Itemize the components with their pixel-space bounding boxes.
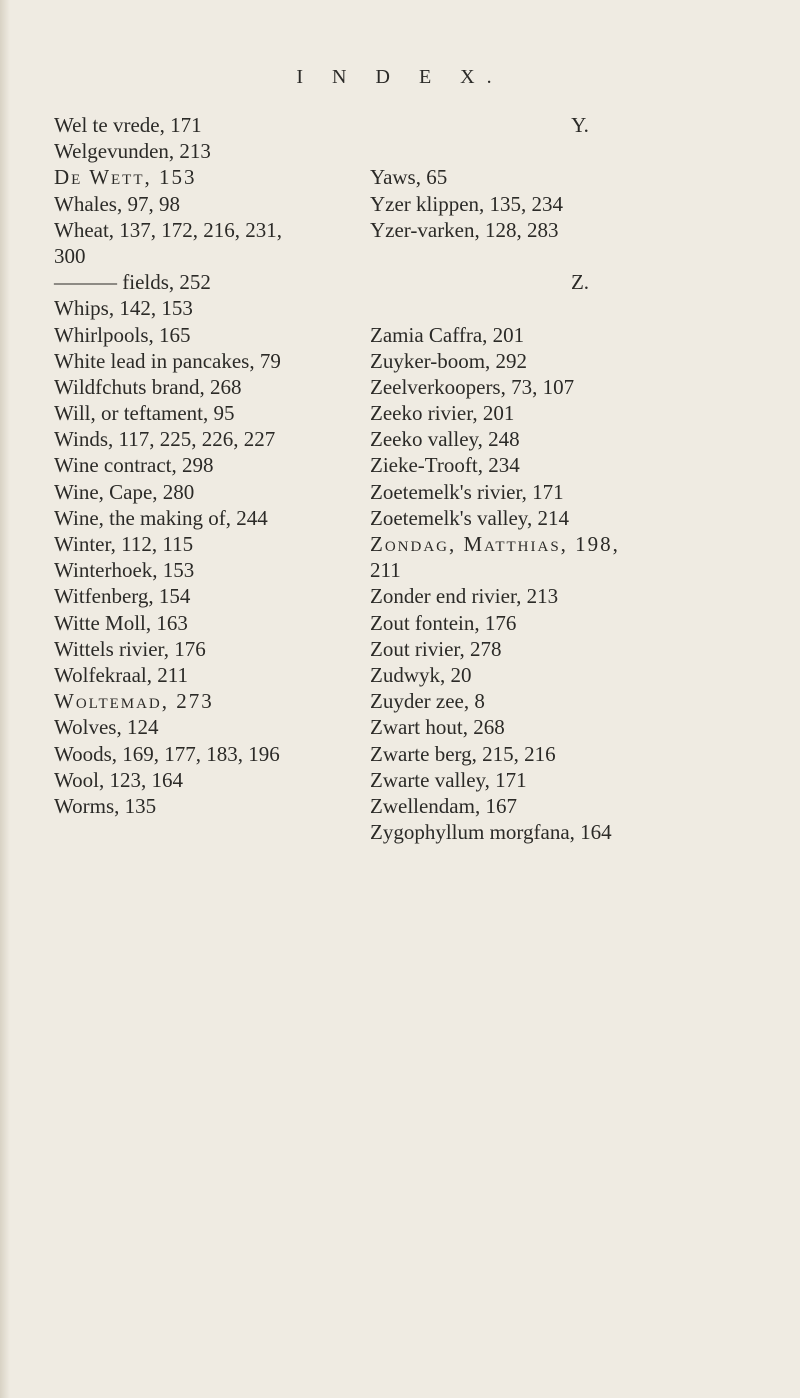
index-entry: Zwellendam, 167 [370, 793, 517, 818]
index-entry: Yzer-varken, 128, 283 [370, 217, 559, 242]
index-entry: Zygophyllum morgfana, 164 [370, 820, 612, 845]
index-entry: Witte Moll, 163 [54, 610, 188, 635]
page-edge [0, 0, 10, 1398]
index-entry: Winds, 117, 225, 226, 227 [54, 427, 276, 452]
index-entry: Wool, 123, 164 [54, 767, 183, 792]
index-entry: Zieke-Trooft, 234 [370, 453, 520, 478]
index-entry: White lead in pancakes, 79 [54, 348, 281, 373]
index-entry: Wine contract, 298 [54, 453, 214, 478]
index-entry: Zeeko valley, 248 [370, 427, 520, 452]
index-entry: ——— fields, 252 [54, 270, 211, 295]
index-entry: Yzer klippen, 135, 234 [370, 191, 564, 216]
index-entry: Wine, the making of, 244 [54, 505, 268, 530]
index-entry: Wittels rivier, 176 [54, 636, 206, 661]
index-entry: Wel te vrede, 171 [54, 113, 202, 137]
page-title: I N D E X. [296, 66, 504, 88]
spacer [370, 295, 790, 321]
index-entry: Winter, 112, 115 [54, 532, 194, 556]
index-entry: Wolfekraal, 211 [54, 662, 188, 687]
index-entry: Will, or teftament, 95 [54, 401, 235, 426]
index-entry-name: Woltemad, 273 [54, 689, 214, 714]
section-heading-y: Y. [571, 113, 589, 137]
index-entry: Zoetemelk's rivier, 171 [370, 479, 564, 504]
index-entry: Zwarte valley, 171 [370, 767, 527, 792]
index-entry: Zamia Caffra, 201 [370, 322, 525, 347]
index-entry: Zwarte berg, 215, 216 [370, 741, 556, 766]
right-index-column [370, 112, 790, 845]
index-entry: Witfenberg, 154 [54, 584, 191, 609]
index-entry: Zout rivier, 278 [370, 636, 502, 661]
index-entry: Zout fontein, 176 [370, 610, 517, 635]
index-entry: Yaws, 65 [370, 165, 448, 190]
index-entry-name: De Wett, 153 [54, 165, 197, 190]
index-entry: Wildfchuts brand, 268 [54, 374, 242, 399]
index-entry: Whales, 97, 98 [54, 191, 180, 216]
spacer [370, 243, 790, 269]
index-entry: Zoetemelk's valley, 214 [370, 505, 569, 530]
left-index-column [54, 112, 384, 819]
index-entry: Whirlpools, 165 [54, 322, 191, 347]
index-entry-name: Zondag, Matthias, 198, [370, 532, 620, 556]
index-entry: Zuyker-boom, 292 [370, 348, 528, 373]
index-entry-continuation: 300 [54, 243, 86, 268]
index-entry: Worms, 135 [54, 793, 157, 818]
index-entry: Wine, Cape, 280 [54, 479, 195, 504]
index-entry: Winterhoek, 153 [54, 558, 195, 583]
index-entry: Zonder end rivier, 213 [370, 584, 559, 609]
index-entry: Zeeko rivier, 201 [370, 401, 515, 426]
index-entry-continuation: 211 [370, 558, 401, 583]
index-entry: Wolves, 124 [54, 715, 159, 740]
index-entry: Whips, 142, 153 [54, 296, 193, 321]
index-entry: Woods, 169, 177, 183, 196 [54, 741, 280, 766]
section-heading-z: Z. [570, 270, 590, 295]
index-entry: Zeelverkoopers, 73, 107 [370, 374, 575, 399]
index-entry: Welgevunden, 213 [54, 139, 211, 164]
index-entry: Zwart hout, 268 [370, 715, 505, 740]
spacer [370, 138, 790, 164]
index-entry: Zudwyk, 20 [370, 662, 472, 687]
index-entry: Zuyder zee, 8 [370, 689, 485, 714]
index-entry: Wheat, 137, 172, 216, 231, [54, 217, 283, 242]
